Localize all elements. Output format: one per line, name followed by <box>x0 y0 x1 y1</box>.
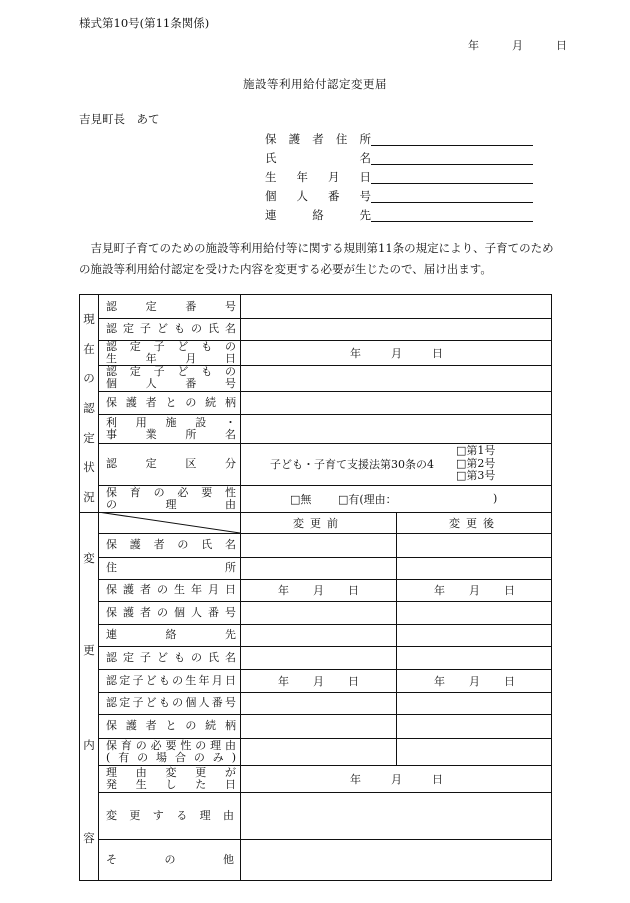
date-month: 月 <box>512 39 523 52</box>
change-contact-label: 連絡先 <box>106 628 236 641</box>
category-label: 認定区分 <box>106 457 236 470</box>
guardian-name-line[interactable] <box>371 164 533 165</box>
child-birth-date[interactable]: 年 月 日 <box>350 346 443 360</box>
necessity-none-option[interactable]: □無 <box>290 492 312 506</box>
change-relation-label: 保護者との続柄 <box>106 719 236 732</box>
section-char: 認 <box>83 401 95 415</box>
guardian-id-line[interactable] <box>371 202 533 203</box>
date-year: 年 <box>468 39 479 52</box>
facility-label: 利用施設・ 事業所名 <box>106 415 236 441</box>
section-char: の <box>83 371 95 385</box>
section-char: 状 <box>83 460 95 474</box>
category-option-2[interactable]: □第2号 <box>456 456 496 470</box>
change-reason-input[interactable] <box>242 792 551 839</box>
necessity-yes-option[interactable]: □有(理由： <box>338 492 397 506</box>
form-title: 施設等利用給付認定変更届 <box>243 77 387 91</box>
necessity-close-paren: ) <box>493 492 498 505</box>
section-char: 変 <box>83 551 95 565</box>
occur-date[interactable]: 年 月 日 <box>350 772 443 786</box>
section-char: 内 <box>83 738 95 752</box>
after-guardian-name-input[interactable] <box>398 533 551 557</box>
relation-label: 保護者との続柄 <box>106 395 236 409</box>
guardian-address-line[interactable] <box>371 145 533 146</box>
change-guardian-id-label: 保護者の個人番号 <box>106 605 236 619</box>
change-guardian-birth-label: 保護者の生年月日 <box>106 583 236 596</box>
cert-no-input[interactable] <box>242 295 551 318</box>
guardian-contact-label: 連絡先 <box>265 208 371 222</box>
change-child-id-label: 認定子どもの個人番号 <box>106 696 236 709</box>
guardian-address-label: 保護者住所 <box>265 132 371 146</box>
change-child-birth-label: 認定子どもの生年月日 <box>106 673 236 687</box>
section-char: 況 <box>83 490 95 504</box>
guardian-id-label: 個人番号 <box>265 189 371 203</box>
cert-no-label: 認定番号 <box>106 299 236 313</box>
child-id-input[interactable] <box>242 365 551 391</box>
necessity-label: 保育の必要性 の理由 <box>106 485 236 511</box>
child-id-label: 認定子どもの 個人番号 <box>106 365 236 390</box>
declaration-text: 吉見町子育てのための施設等利用給付等に関する規則第11条の規定により、子育てのための施設等利用給付認定を受けた内容を変更する必要が生じたので、届け出ます。 <box>79 241 554 276</box>
form-number: 様式第10号(第11条関係) <box>79 16 210 30</box>
section-char: 現 <box>83 312 95 326</box>
change-necessity-label: 保育の必要性の理由 (有の場合のみ) <box>106 738 236 764</box>
child-name-label: 認定子どもの氏名 <box>106 322 236 335</box>
guardian-birth-label: 生年月日 <box>265 170 371 184</box>
change-occur-date-label: 理由変更が 発生した日 <box>106 765 236 791</box>
guardian-name-label: 氏名 <box>265 151 371 165</box>
addressee: 吉見町長 あて <box>79 112 160 126</box>
section-char: 在 <box>83 342 95 356</box>
change-address-label: 住所 <box>106 561 236 574</box>
col-after-header: 変更後 <box>449 516 500 530</box>
before-guardian-name-input[interactable] <box>242 533 395 557</box>
change-child-name-label: 認定子どもの氏名 <box>106 650 236 664</box>
section-char: 定 <box>83 431 95 445</box>
after-guardian-birth-date[interactable]: 年 月 日 <box>434 584 515 597</box>
category-law-text: 子ども・子育て支援法第30条の4 <box>270 458 434 471</box>
change-guardian-name-label: 保護者の氏名 <box>106 538 236 551</box>
guardian-contact-line[interactable] <box>371 221 533 222</box>
form-table <box>79 294 552 881</box>
diagonal-header-line <box>98 512 240 533</box>
submission-date <box>468 37 567 53</box>
child-birth-label: 認定子どもの 生年月日 <box>106 339 236 365</box>
col-before-header: 変更前 <box>293 516 344 530</box>
facility-input[interactable] <box>242 414 551 443</box>
guardian-birth-line[interactable] <box>371 183 533 184</box>
section-char: 更 <box>83 643 95 657</box>
relation-input[interactable] <box>242 391 551 414</box>
category-option-3[interactable]: □第3号 <box>456 469 496 482</box>
before-child-birth-date[interactable]: 年 月 日 <box>278 674 359 688</box>
change-other-input[interactable] <box>242 839 551 881</box>
before-guardian-birth-date[interactable]: 年 月 日 <box>278 584 359 597</box>
change-reason-label: 変更する理由 <box>106 808 234 822</box>
change-other-label: その他 <box>106 853 234 866</box>
date-day: 日 <box>556 39 567 52</box>
child-name-input[interactable] <box>242 318 551 340</box>
category-option-1[interactable]: □第1号 <box>456 444 496 457</box>
category-options <box>456 445 495 483</box>
section-char: 容 <box>83 831 95 845</box>
after-child-birth-date[interactable]: 年 月 日 <box>434 674 515 688</box>
